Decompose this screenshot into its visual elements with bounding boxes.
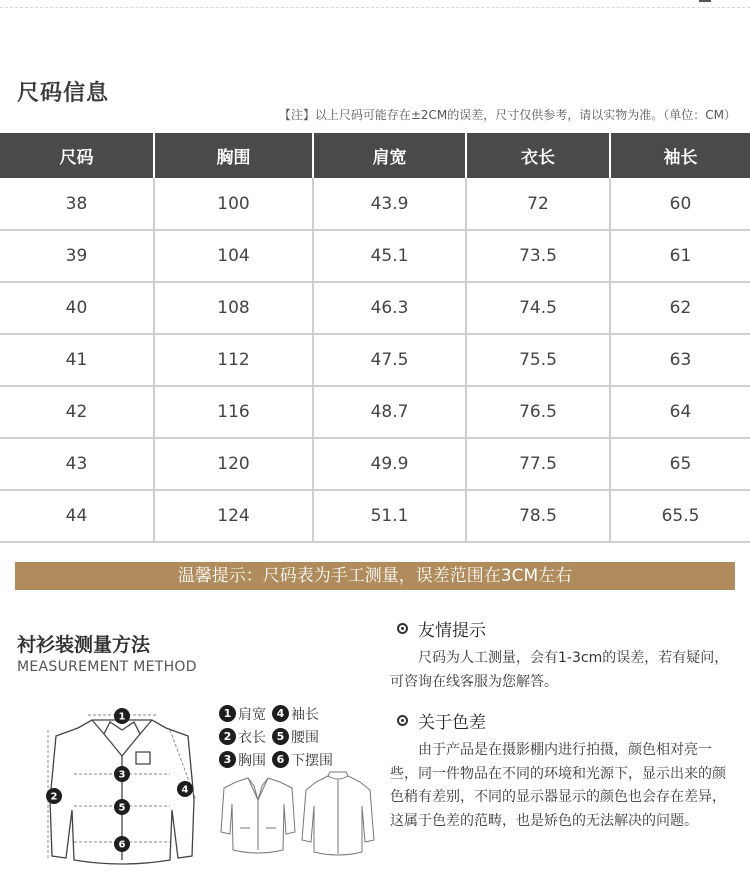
cell-length: 73.5	[466, 230, 610, 282]
cell-sleeve: 64	[610, 386, 750, 438]
target-icon	[397, 715, 408, 726]
top-corner-mark	[699, 0, 711, 2]
measurement-title: 衬衫装测量方法	[17, 634, 151, 656]
measurement-legend	[219, 702, 339, 771]
table-header-row	[0, 133, 750, 178]
measurement-subtitle: MEASUREMENT METHOD	[17, 659, 197, 675]
size-note: 【注】以上尺码可能存在±2CM的误差，尺寸仅供参考，请以实物为准。（单位：CM）	[278, 108, 736, 122]
cell-size: 44	[0, 490, 154, 542]
cell-size: 43	[0, 438, 154, 490]
cell-size: 40	[0, 282, 154, 334]
legend-badge: 6	[272, 751, 289, 768]
marker-5: 5	[118, 802, 126, 814]
table-row	[0, 178, 750, 230]
marker-2: 2	[50, 791, 58, 803]
cell-length: 72	[466, 178, 610, 230]
cell-sleeve: 65	[610, 438, 750, 490]
marker-4: 4	[181, 784, 189, 796]
cell-length: 77.5	[466, 438, 610, 490]
table-row	[0, 490, 750, 542]
legend-label: 肩宽	[238, 706, 266, 723]
legend-label: 腰围	[291, 729, 319, 746]
garment-sketches	[218, 770, 378, 860]
header-sleeve: 袖长	[610, 133, 750, 178]
table-row	[0, 386, 750, 438]
cell-chest: 108	[154, 282, 313, 334]
legend-badge: 3	[219, 751, 236, 768]
cell-shoulder: 46.3	[313, 282, 466, 334]
table-row	[0, 230, 750, 282]
page-title: 尺码信息	[17, 81, 110, 106]
cell-size: 38	[0, 178, 154, 230]
marker-3: 3	[118, 769, 126, 781]
cell-chest: 120	[154, 438, 313, 490]
cell-size: 39	[0, 230, 154, 282]
legend-label: 衣长	[238, 729, 266, 746]
cell-sleeve: 60	[610, 178, 750, 230]
header-size: 尺码	[0, 133, 154, 178]
cell-shoulder: 47.5	[313, 334, 466, 386]
shirt-measurement-diagram	[30, 690, 210, 870]
cell-length: 74.5	[466, 282, 610, 334]
color-diff-text: 由于产品是在摄影棚内进行拍摄，颜色相对亮一些，同一件物品在不同的环境和光源下，显示出来的颜色稍有差别，不同的显示器显示的颜色也会存在差异，这属于色差的范畴，也是矫色的无法解决的问题。	[390, 742, 726, 829]
tip-banner: 温馨提示：尺码表为手工测量，误差范围在3CM左右	[15, 562, 735, 590]
cell-chest: 124	[154, 490, 313, 542]
marker-1: 1	[118, 711, 126, 723]
legend-label: 胸围	[238, 752, 266, 769]
cell-shoulder: 45.1	[313, 230, 466, 282]
cell-size: 42	[0, 386, 154, 438]
size-table	[0, 133, 750, 543]
table-row	[0, 438, 750, 490]
table-row	[0, 334, 750, 386]
cell-shoulder: 51.1	[313, 490, 466, 542]
legend-badge: 4	[272, 705, 289, 722]
cell-chest: 112	[154, 334, 313, 386]
cell-sleeve: 63	[610, 334, 750, 386]
table-row	[0, 282, 750, 334]
cell-shoulder: 49.9	[313, 438, 466, 490]
cell-length: 76.5	[466, 386, 610, 438]
cell-shoulder: 48.7	[313, 386, 466, 438]
cell-size: 41	[0, 334, 154, 386]
legend-badge: 2	[219, 728, 236, 745]
legend-label: 袖长	[291, 706, 319, 723]
cell-chest: 100	[154, 178, 313, 230]
color-diff-heading	[397, 708, 486, 733]
cell-chest: 116	[154, 386, 313, 438]
cell-shoulder: 43.9	[313, 178, 466, 230]
cell-sleeve: 62	[610, 282, 750, 334]
friendly-tip-heading	[397, 616, 486, 641]
target-icon	[397, 623, 408, 634]
friendly-tip-text: 尺码为人工测量，会有1-3cm的误差，若有疑问，可咨询在线客服为您解答。	[390, 650, 729, 690]
marker-6: 6	[118, 839, 126, 851]
legend-label: 下摆围	[291, 752, 333, 769]
header-chest: 胸围	[154, 133, 313, 178]
top-dashed-rule	[0, 7, 750, 8]
header-length: 衣长	[466, 133, 610, 178]
color-diff-title: 关于色差	[418, 713, 486, 733]
cell-length: 75.5	[466, 334, 610, 386]
cell-sleeve: 65.5	[610, 490, 750, 542]
cell-sleeve: 61	[610, 230, 750, 282]
cell-length: 78.5	[466, 490, 610, 542]
legend-badge: 1	[219, 705, 236, 722]
legend-badge: 5	[272, 728, 289, 745]
header-shoulder: 肩宽	[313, 133, 466, 178]
cell-chest: 104	[154, 230, 313, 282]
friendly-tip-title: 友情提示	[418, 621, 486, 641]
